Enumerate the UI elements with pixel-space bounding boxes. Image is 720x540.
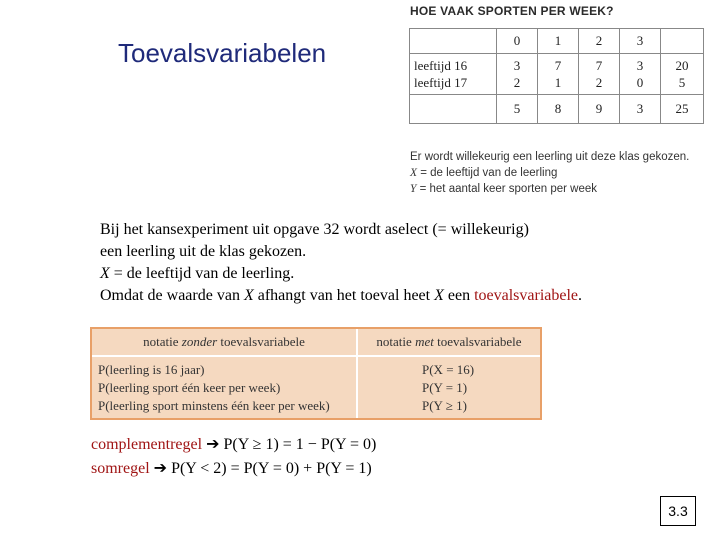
notation-column-without: [98, 361, 330, 415]
table-cell: 3 0: [620, 54, 661, 95]
notation-row: P(X = 16): [422, 362, 475, 377]
notation-column-with: [422, 361, 474, 415]
total-cell: 3: [620, 95, 661, 124]
frequency-table-data-row: [410, 54, 704, 95]
column-header: [661, 29, 704, 54]
slide-title: Toevalsvariabelen: [118, 38, 327, 68]
arrow-right-icon: ➔: [153, 460, 168, 477]
frequency-table-totals-row: [410, 95, 704, 124]
total-cell: 25: [661, 95, 704, 124]
column-header: 1: [538, 29, 579, 54]
total-cell: 5: [497, 95, 538, 124]
total-cell: 8: [538, 95, 579, 124]
note-line: X = de leeftijd van de leerling: [410, 167, 558, 179]
table-cell: [410, 95, 497, 124]
experiment-note: [410, 149, 689, 197]
frequency-table-corner: [410, 29, 497, 54]
frequency-table-header-row: [410, 29, 704, 54]
notation-row: P(leerling is 16 jaar): [98, 362, 205, 377]
frequency-table: [409, 28, 704, 124]
notation-row: P(Y ≥ 1): [422, 398, 467, 413]
note-line: Y = het aantal keer sporten per week: [410, 183, 598, 195]
row-label: leeftijd 16: [414, 58, 468, 73]
table-cell: 3 2: [497, 54, 538, 95]
column-header: 2: [579, 29, 620, 54]
notation-table: [90, 327, 542, 420]
table-cell: 20 5: [661, 54, 704, 95]
key-term: toevalsvariabele: [474, 287, 579, 304]
main-line: Bij het kansexperiment uit opgave 32 wordt aselect (= willekeurig): [100, 221, 529, 238]
notation-divider: [356, 329, 358, 418]
notation-row: P(leerling sport minstens één keer per week): [98, 398, 330, 413]
rule-complement: complementregel ➔ P(Y ≥ 1) = 1 − P(Y = 0): [91, 436, 377, 453]
notation-header-without: notatie zonder toevalsvariabele: [92, 329, 358, 355]
row-labels: [410, 54, 497, 95]
main-text: [100, 219, 582, 307]
arrow-right-icon: ➔: [206, 436, 220, 453]
table-cell: 7 2: [579, 54, 620, 95]
notation-divider: [92, 355, 540, 357]
notation-row: P(leerling sport één keer per week): [98, 380, 281, 395]
table-cell: 7 1: [538, 54, 579, 95]
note-line: Er wordt willekeurig een leerling uit deze klas gekozen.: [410, 151, 690, 163]
rule-sum: somregel ➔ P(Y < 2) = P(Y = 0) + P(Y = 1): [91, 460, 372, 477]
main-line: een leerling uit de klas gekozen.: [100, 243, 307, 260]
main-line: Omdat de waarde van X afhangt van het toeval heet X een toevalsvariabele.: [100, 287, 583, 304]
total-cell: 9: [579, 95, 620, 124]
column-header: 3: [620, 29, 661, 54]
page-number: 3.3: [660, 496, 696, 526]
notation-header-with: notatie met toevalsvariabele: [376, 334, 522, 349]
notation-row: P(Y = 1): [422, 380, 468, 395]
column-header: 0: [497, 29, 538, 54]
probability-rules: [91, 433, 376, 481]
main-line: X = de leeftijd van de leerling.: [100, 265, 295, 282]
row-label: leeftijd 17: [414, 75, 468, 90]
frequency-table-heading: HOE VAAK SPORTEN PER WEEK?: [410, 4, 614, 18]
